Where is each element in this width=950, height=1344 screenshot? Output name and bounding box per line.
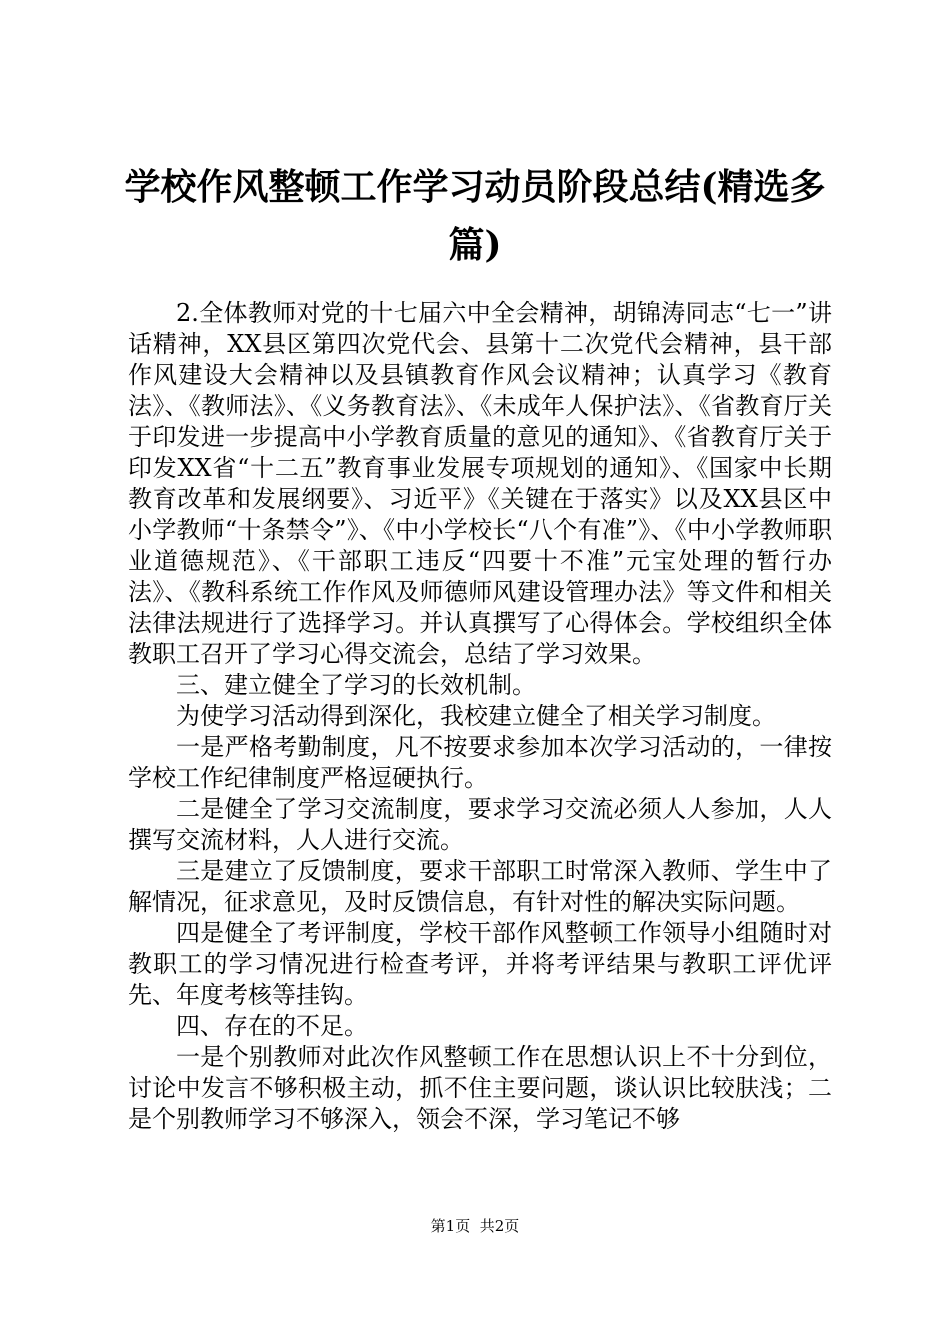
page-footer: [0, 1216, 950, 1236]
page-number-current: 第1页: [430, 1217, 471, 1235]
paragraph: 一是严格考勤制度，凡不按要求参加本次学习活动的，一律按学校工作纪律制度严格逗硬执行。: [128, 733, 832, 792]
paragraph: 二是健全了学习交流制度，要求学习交流必须人人参加，人人撰写交流材料，人人进行交流。: [128, 795, 832, 854]
document-body: [128, 298, 832, 1135]
paragraph: 为使学习活动得到深化，我校建立健全了相关学习制度。: [176, 702, 776, 730]
footer-spacer: [470, 1217, 480, 1235]
paragraph: 四是健全了考评制度，学校干部作风整顿工作领导小组随时对教职工的学习情况进行检查考评，并将考评结果与教职工评优评先、年度考核等挂钩。: [128, 919, 832, 1009]
document-title: 学校作风整顿工作学习动员阶段总结(精选多篇): [124, 166, 826, 266]
paragraph: 四、存在的不足。: [176, 1012, 368, 1040]
paragraph: 三是建立了反馈制度，要求干部职工时常深入教师、学生中了解情况，征求意见，及时反馈信息，有针对性的解决实际问题。: [128, 857, 832, 916]
paragraph: 一是个别教师对此次作风整顿工作在思想认识上不十分到位，讨论中发言不够积极主动，抓不住主要问题，谈认识比较肤浅；二是个别教师学习不够深入，领会不深，学习笔记不够: [128, 1043, 832, 1133]
paragraph: 2.全体教师对党的十七届六中全会精神，胡锦涛同志“七一”讲话精神，XX县区第四次党代会、县第十二次党代会精神，县干部作风建设大会精神以及县镇教育作风会议精神；认真学习《教育法》、《教师法》、《义务教育法》、《未成年人保护法》、《省教育厅关于印发进一步提高中小学教育质量的意见的通知》、《省教育厅关于印发XX省“十二五”教育事业发展专项规划的通知》、《国家中长期教育改革和发展纲要》、习近平》《关键在于落实》以及XX县区中小学教师“十条禁令”》、《中小学校长“八个有准”》、《中小学教师职业道德规范》、《干部职工违反“四要十不准”元宝处理的暂行办法》、《教科系统工作作风及师德师风建设管理办法》等文件和相关法律法规进行了选择学习。并认真撰写了心得体会。学校组织全体教职工召开了学习心得交流会，总结了学习效果。: [128, 299, 832, 668]
paragraph: 三、建立健全了学习的长效机制。: [176, 671, 536, 699]
page-number-total: 共2页: [479, 1217, 520, 1235]
